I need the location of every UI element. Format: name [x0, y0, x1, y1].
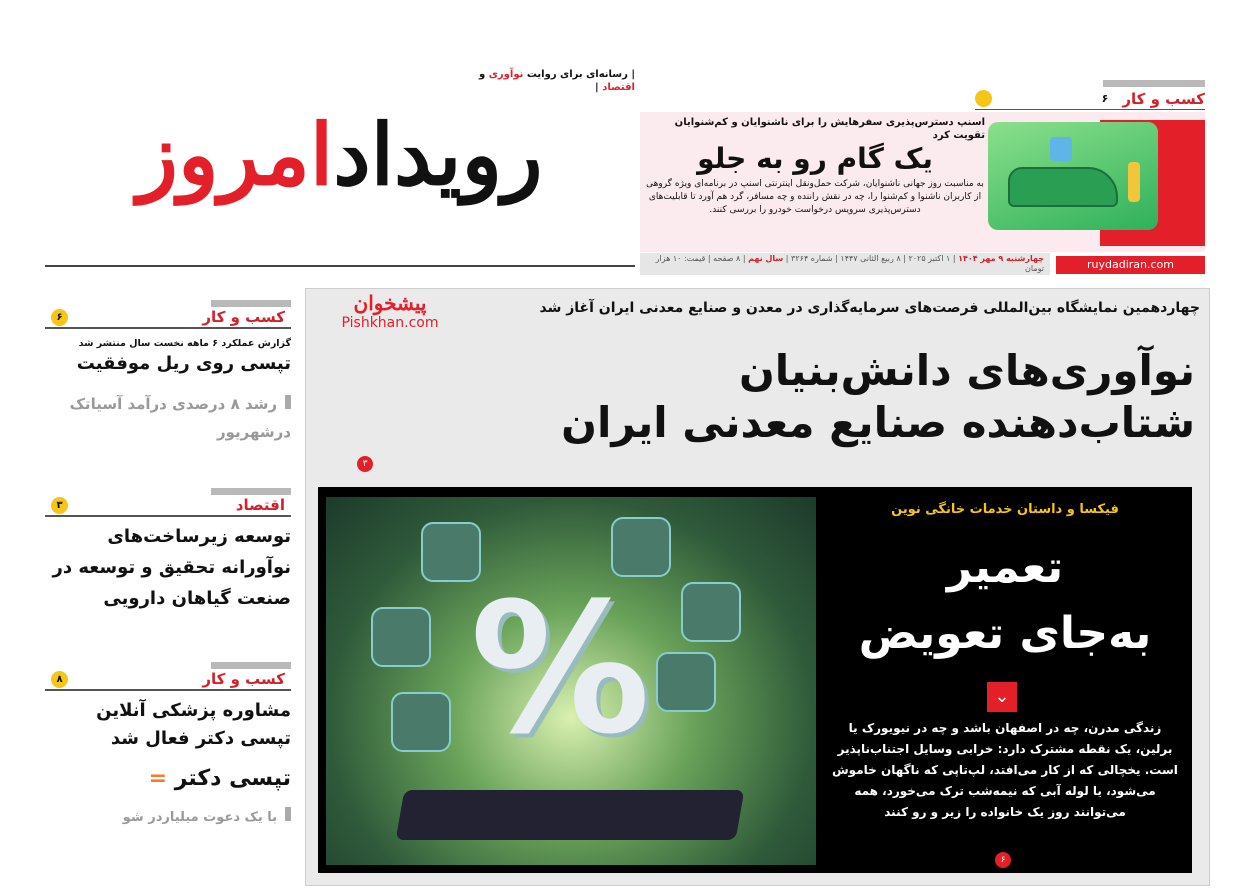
sidebar-headline[interactable]: تپسی روی ریل موفقیت	[76, 353, 291, 374]
car-illustration	[988, 122, 1158, 230]
newspaper-logo	[45, 95, 635, 215]
page-badge: ۳	[51, 497, 68, 514]
paint-icon	[656, 652, 716, 712]
feature-body: زندگی مدرن، چه در اصفهان باشد و چه در نیویورک یا برلین، یک نقطه مشترک دارد: خرابی وسایل اجتناب‌ناپذیر است. یخچالی که از کار می‌افتد، لپ‌تاپی که ناگهان خاموش می‌شود، یا لوله آبی که نیمه‌شب ترک می‌خورد، همه می‌توانند روز یک خانواده را زیر و رو کنند	[832, 721, 1178, 819]
yellow-dot-icon	[975, 90, 992, 107]
gamepad-icon	[391, 692, 451, 752]
logo-part1: رویداد	[333, 105, 543, 204]
section-label: کسب و کار	[1122, 89, 1205, 108]
divider	[45, 265, 635, 267]
sidebar-story-1: کسب و کار ۶ گزارش عملکرد ۶ ماهه نخست سال منتشر شد تپسی روی ریل موفقیت رشد ۸ درصدی درآمد آسیاتک درشهریور	[45, 300, 291, 446]
website-url[interactable]: ruydadiran.com	[1056, 256, 1205, 274]
tapsi-doctor-logo: تپسی دکتر =	[148, 766, 291, 791]
top-section-header	[975, 88, 1205, 110]
sidebar-story-3: کسب و کار ۸ مشاوره پزشکی آنلاین تپسی دکتر فعال شد تپسی دکتر = با یک دعوت میلیاردر شو	[45, 662, 291, 827]
story-title: یک گام رو به جلو	[697, 142, 933, 175]
page-number: ۶	[1101, 92, 1109, 105]
sidebar-headline[interactable]: توسعه زیرساخت‌های نوآورانه تحقیق و توسعه در صنعت گیاهان دارویی	[52, 526, 291, 609]
watermark: پیشخوان Pishkhan.com	[341, 291, 439, 331]
page-badge: ۸	[51, 671, 68, 688]
chevron-down-icon: ⌄	[987, 682, 1017, 712]
page-badge: ۶	[995, 852, 1011, 868]
main-headline[interactable]: نوآوری‌های دانش‌بنیان شتاب‌دهنده صنایع معدنی ایران	[561, 346, 1195, 447]
sidebar-headline[interactable]: مشاوره پزشکی آنلاین تپسی دکتر فعال شد	[96, 700, 291, 749]
cleaning-icon	[371, 607, 431, 667]
phone-image	[396, 790, 745, 840]
percent-sign: %	[470, 565, 651, 774]
story-kicker: اسنپ دسترس‌پذیری سفرهایش را برای ناشنوایان و کم‌شنوایان تقویت کرد	[674, 117, 985, 141]
section-band	[1103, 80, 1205, 87]
truck-icon	[681, 582, 741, 642]
page-badge: ۳	[357, 456, 373, 472]
feature-kicker: فیکسا و داستان خدمات خانگی نوین	[891, 502, 1119, 517]
tagline: | رسانه‌ای برای روایت نوآوری و اقتصاد |	[479, 69, 635, 93]
story-body: به مناسبت روز جهانی ناشنوایان، شرکت حمل‌ونقل اینترنتی اسنپ در برنامه‌ای ویژه گروهی از کاربران ناشنوا و کم‌شنوا را، چه در نقش راننده و چه مسافر، گرد هم آورد تا قابلیت‌های دسترس‌پذیری سرویس درخواست خودرو را بررسی کنند.	[646, 179, 984, 215]
logo-part2: امروز	[137, 105, 334, 204]
feature-title[interactable]: تعمیر به‌جای تعویض	[858, 542, 1152, 659]
ear-sign-icon	[1050, 137, 1072, 161]
dateline: چهارشنبه ۹ مهر ۱۴۰۴ | ۱ اکتبر ۲۰۲۵ | ۸ ربیع الثانی ۱۴۴۷ | شماره ۳۲۶۴ | سال نهم | ۸ صفحه | قیمت: ۱۰ هزار تومان	[640, 253, 1050, 275]
main-kicker: چهاردهمین نمایشگاه بین‌المللی فرصت‌های سرمایه‌گذاری در معدن و صنایع معدنی ایران آغاز شد	[539, 300, 1200, 316]
page-badge: ۶	[51, 309, 68, 326]
sidebar-story-2: اقتصاد ۳ توسعه زیرساخت‌های نوآورانه تحقیق و توسعه در صنعت گیاهان دارویی	[45, 488, 291, 614]
